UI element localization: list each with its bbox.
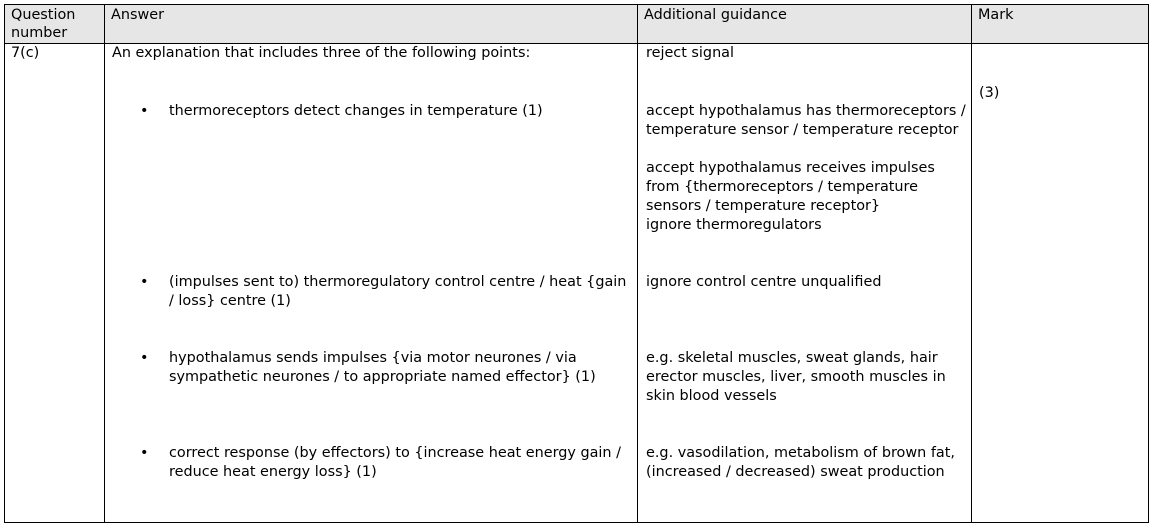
header-mark-text: Mark <box>978 7 1014 23</box>
guidance-text: reject signal <box>646 45 735 61</box>
answer-point <box>140 349 629 387</box>
guidance-text: e.g. vasodilation, metabolism of brown fat, (increased / decreased) sweat production <box>646 445 955 480</box>
question-number-cell <box>5 44 105 523</box>
guidance-text: accept hypothalamus receives impulses from {thermoreceptors / temperature sensors / temperature receptor} <box>646 160 935 214</box>
table-row <box>5 44 1149 523</box>
question-number: 7(c) <box>11 45 40 61</box>
bullet-icon: • <box>140 274 149 290</box>
bullet-icon: • <box>140 445 149 461</box>
mark-scheme-table <box>4 4 1149 523</box>
bullet-icon: • <box>140 103 149 119</box>
header-answer <box>105 5 638 44</box>
answer-point-text: (impulses sent to) thermoregulatory control centre / heat {gain / loss} centre (1) <box>169 274 627 309</box>
header-mark <box>972 5 1149 44</box>
mark-cell <box>972 44 1149 523</box>
header-row <box>5 5 1149 44</box>
guidance-cell <box>638 44 972 523</box>
header-question-number-text: Question number <box>11 7 76 41</box>
answer-point-text: hypothalamus sends impulses {via motor neurones / via sympathetic neurones / to appropriate named effector} (1) <box>169 350 596 385</box>
bullet-icon: • <box>140 350 149 366</box>
guidance-text: ignore control centre unqualified <box>646 274 882 290</box>
header-additional-guidance <box>638 5 972 44</box>
guidance-text: e.g. skeletal muscles, sweat glands, hair erector muscles, liver, smooth muscles in skin blood vessels <box>646 350 946 404</box>
guidance-text: ignore thermoregulators <box>646 217 822 233</box>
answer-point-text: thermoreceptors detect changes in temperature (1) <box>169 103 543 119</box>
answer-intro: An explanation that includes three of the following points: <box>112 45 531 61</box>
answer-cell <box>105 44 638 523</box>
guidance-text: accept hypothalamus has thermoreceptors / temperature sensor / temperature receptor <box>646 103 966 138</box>
answer-point <box>140 273 629 311</box>
mark-value: (3) <box>979 85 1000 101</box>
header-question-number <box>5 5 105 44</box>
header-answer-text: Answer <box>111 7 165 23</box>
header-guidance-text: Additional guidance <box>644 7 787 23</box>
answer-point <box>140 102 629 121</box>
answer-point-text: correct response (by effectors) to {increase heat energy gain / reduce heat energy loss} (1) <box>169 445 621 480</box>
answer-point <box>140 444 629 482</box>
